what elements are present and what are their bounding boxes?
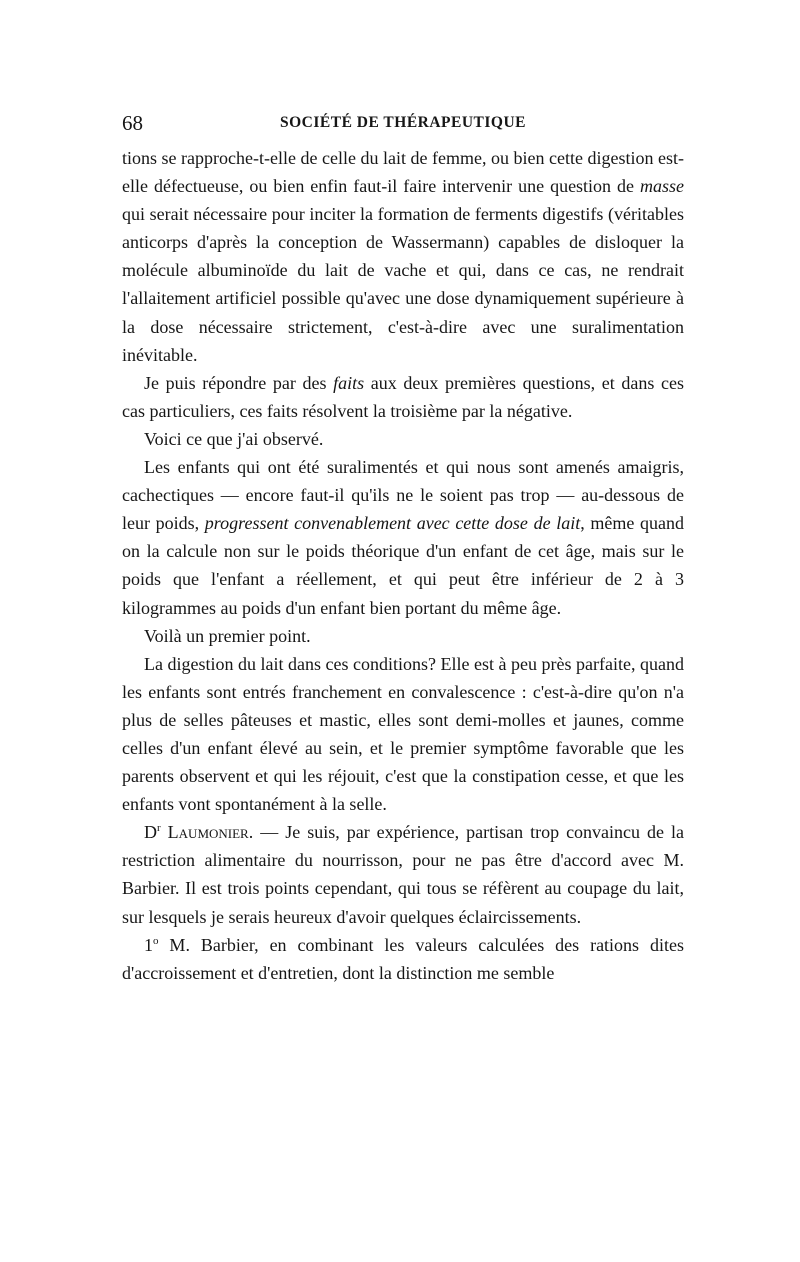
page-header	[122, 108, 684, 138]
running-head: SOCIÉTÉ DE THÉRAPEUTIQUE	[280, 114, 526, 131]
paragraph-1-text-a: tions se rapproche-t-elle de celle du lait de femme, ou bien cette digestion est-elle défectueuse, ou bien enfin faut-il faire intervenir une question de	[122, 148, 684, 197]
paragraph-5: Voilà un premier point.	[144, 625, 311, 646]
paragraph-7	[122, 818, 684, 930]
paragraph-3: Voici ce que j'ai observé.	[144, 428, 324, 449]
paragraph-8-text: M. Barbier, en combinant les valeurs calculées des rations dites d'accroissement et d'entretien, dont la distinction me semble	[122, 934, 684, 983]
paragraph-2-text-b: aux deux premières questions, et dans ces cas particuliers, ces faits résolvent la troisième par la négative.	[122, 372, 684, 421]
body-text	[122, 144, 684, 987]
paragraph-4-text-a: Les enfants qui ont été suralimentés et qui nous sont amenés amaigris, cachectiques — encore faut-il qu'ils ne le soient pas trop — au-dessous de leur poids,	[122, 457, 684, 534]
list-number: 1	[144, 934, 153, 955]
speaker-title: D	[144, 822, 157, 843]
paragraph-2	[122, 369, 684, 425]
paragraph-4-text-b: , même quand on la calcule non sur le poids théorique d'un enfant de cet âge, mais sur le poids que l'enfant a réellement, et qui peut être inférieur de 2 à 3 kilogrammes au poids d'un enfant bien portant du même âge.	[122, 513, 684, 618]
paragraph-7-text: . — Je suis, par expérience, partisan trop convaincu de la restriction alimentaire du nourrisson, pour ne pas être d'accord avec M. Barbier. Il est trois points cependant, qui tous se réfèrent au coupage du lait, sur lesquels je serais heureux d'avoir quelques éclaircissements.	[122, 822, 685, 927]
book-page	[122, 108, 684, 987]
speaker-name: Laumonier	[167, 822, 249, 843]
paragraph-6: La digestion du lait dans ces conditions? Elle est à peu près parfaite, quand les enfants sont entrés franchement en convalescence : c'est-à-dire qu'on n'a plus de selles pâteuses et mastic, elles sont demi-molles et jaunes, comme celles d'un enfant élevé au sein, et le premier symptôme favorable que les parents observent et qui les réjouit, c'est que la constipation cesse, et que les enfants vont spontanément à la selle.	[122, 653, 684, 815]
paragraph-1	[122, 144, 684, 369]
paragraph-1-italic-masse: masse	[640, 176, 684, 197]
paragraph-1-text-b: qui serait nécessaire pour inciter la formation de ferments digestifs (véritables anticorps d'après la conception de Wassermann) capables de disloquer la molécule albuminoïde du lait de vache et qui, dans ce cas, ne rendrait l'allaitement artificiel possible qu'avec une dose dynamiquement supérieure à la dose nécessaire strictement, c'est-à-dire avec une suralimentation inévitable.	[122, 204, 684, 365]
paragraph-8	[122, 931, 684, 987]
speaker-title-superscript: r	[157, 822, 161, 835]
paragraph-4	[122, 453, 684, 622]
page-number: 68	[122, 111, 143, 135]
paragraph-4-italic: progressent convenablement avec cette dose de lait	[204, 513, 581, 534]
list-number-superscript: o	[153, 934, 159, 947]
paragraph-2-text-a: Je puis répondre par des	[144, 372, 334, 393]
paragraph-2-italic-faits: faits	[333, 372, 365, 393]
